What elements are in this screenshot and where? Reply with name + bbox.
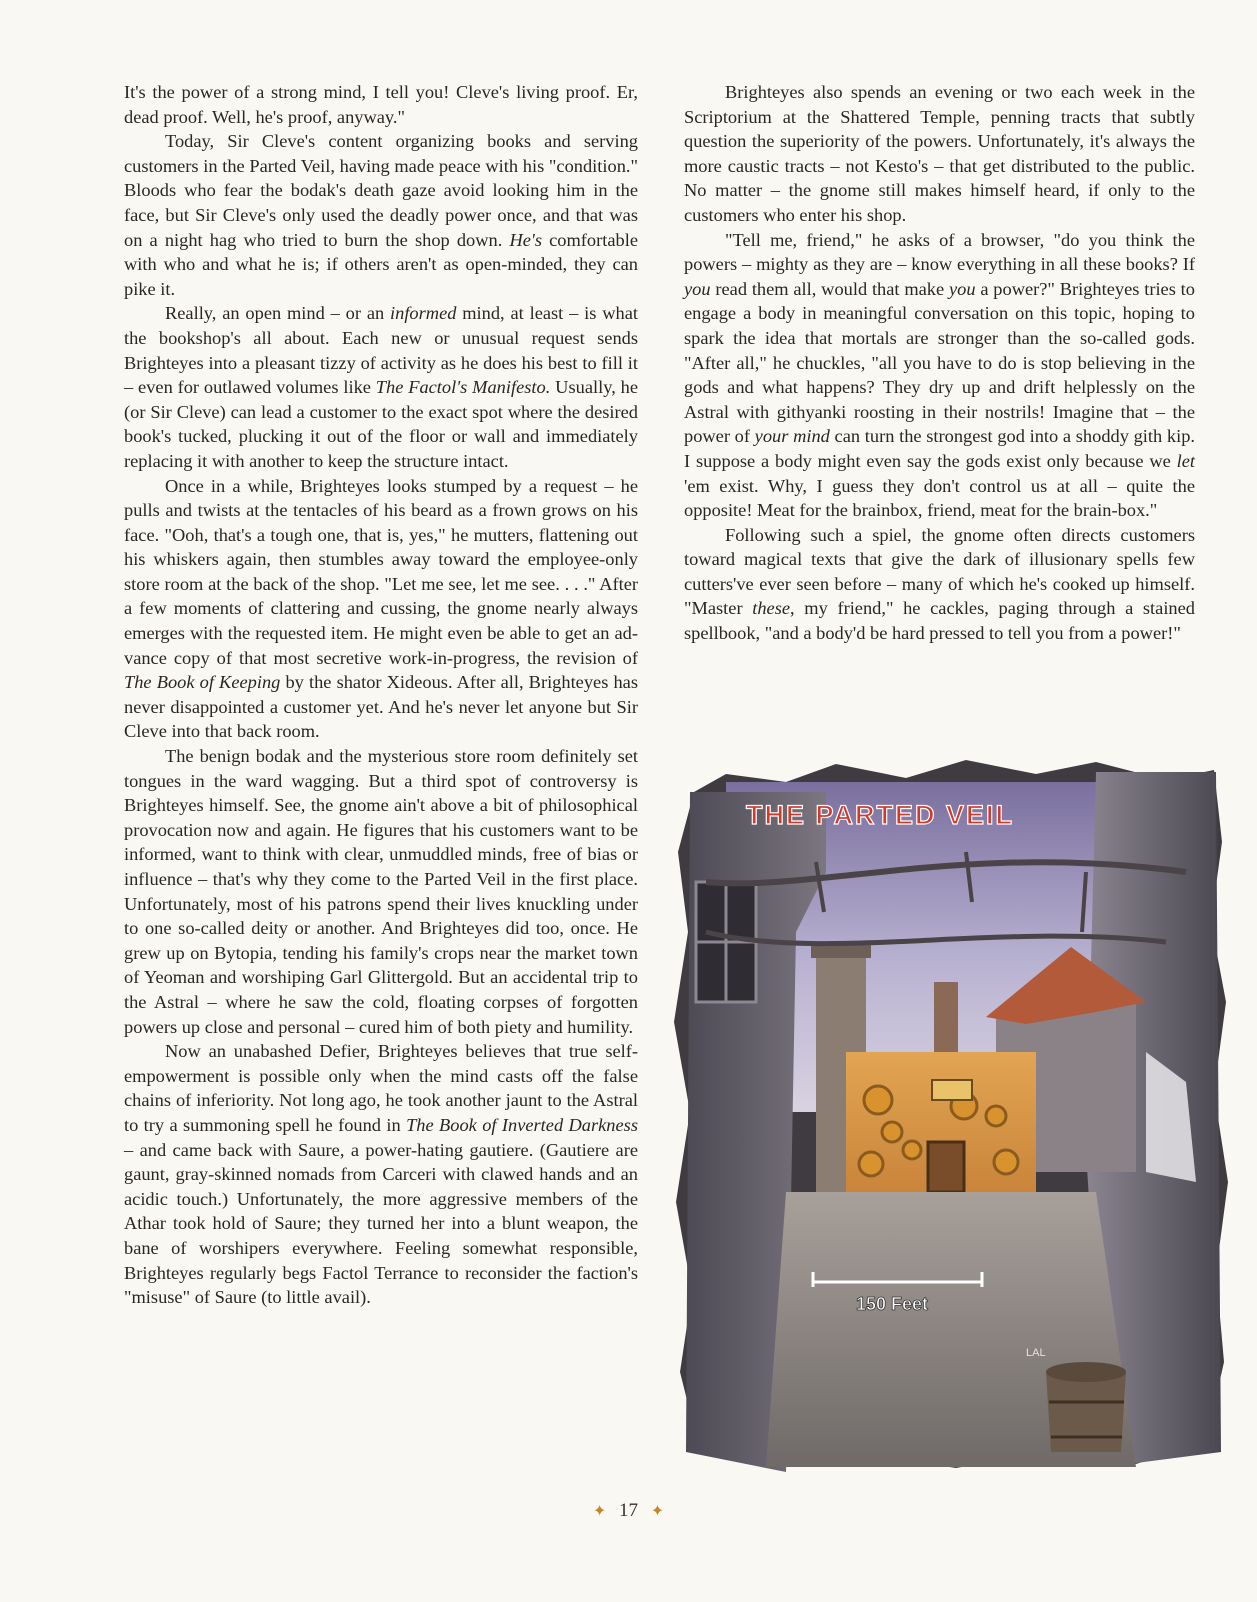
paragraph xyxy=(124,744,638,1039)
italic-text: you xyxy=(948,278,976,299)
parted-veil-illustration xyxy=(666,752,1231,1477)
page-number xyxy=(0,1500,1257,1522)
italic-text: The Book of Keeping xyxy=(124,672,281,693)
text-run: by the shator Xideous. After all, Brighteyes has never disappointed a customer yet. And he's never let anyone but Sir Cleve into that back room. xyxy=(124,672,638,742)
text-run: "Tell me, friend," he asks of a browser, "do you think the powers – mighty as they are – know everything in all these books? If xyxy=(684,229,1195,275)
text-run: Usually, he (or Sir Cleve) can lead a customer to the exact spot where the desired book's tucked, plucking it out of the floor or wall and immediately replacing it with another to keep the structure intact. xyxy=(124,377,639,471)
italic-text: your mind xyxy=(754,426,830,447)
barrel xyxy=(1046,1362,1126,1452)
italic-text: you xyxy=(684,278,711,299)
page-number-text: 17 xyxy=(619,1500,638,1521)
paragraph xyxy=(124,1039,638,1310)
text-run: read them all, would that make xyxy=(710,278,949,299)
text-run: It's the power of a strong mind, I tell you! Cleve's living proof. Er, dead proof. Well, he's proof, anyway." xyxy=(124,82,638,127)
shop-sign xyxy=(932,1080,972,1100)
text-run: Following such a spiel, the gnome often directs customers toward magical texts that give the dark of illusionary spells few cutters've ever seen before – many of which he's cooked up himself. "Master xyxy=(684,524,1195,619)
paragraph xyxy=(124,301,638,473)
paragraph xyxy=(124,474,638,745)
text-run: mind, at least – is what the bookshop's all about. Each new or unusual request sends Brighteyes into a pleasant tizzy of activity as he does his best to fill it – even for outlawed volumes like xyxy=(124,303,638,398)
text-run: – and came back with Saure, a power-hating gautiere. (Gautiere are gaunt, gray-skinned nomads from Carceri with clawed hands and an acidic touch.) Unfortunately, the more aggressive members of the Athar took hold of Saure; they turned her into a blunt weapon, the bane of worshipers everywhere. Feeling somewhat responsible, Brighteyes regularly begs Factol Terrance to reconsider the faction's "misuse" of Saure (to little avail). xyxy=(124,1139,638,1308)
text-run: , my friend," he cackles, paging through a stained spellbook, "and a body'd be hard pressed to tell you from a power!" xyxy=(684,598,1195,644)
italic-text: let xyxy=(1176,450,1195,471)
italic-text: The Book of Inverted Darkness xyxy=(406,1114,638,1135)
text-run: Today, Sir Cleve's content organizing books and serving customers in the Parted Veil, having made peace with his "condition." Bloods who fear the bodak's death gaze avoid looking him in the face, but Sir Cleve's only used the deadly power once, and that was on a night hag who tried to burn the shop down. xyxy=(124,131,638,250)
italic-text: informed xyxy=(390,303,457,324)
paragraph xyxy=(684,228,1195,523)
paragraph xyxy=(124,129,638,301)
text-run: comfortable with who and what he is; if others aren't as open-minded, they can pike it. xyxy=(124,229,638,299)
text-run: Brighteyes also spends an evening or two each week in the Scriptorium at the Shattered Temple, penning tracts that subtly question the superiority of the powers. Unfortunately, it's always the more caustic tracts – not Kesto's – that get distributed to the public. No matter – the gnome still makes himself heard, if only to the customers who enter his shop. xyxy=(684,82,1195,225)
illustration-title: THE PARTED VEIL xyxy=(746,800,1015,830)
text-run: Really, an open mind – or an xyxy=(165,303,391,324)
left-column xyxy=(124,80,638,1310)
artist-signature: LAL xyxy=(1026,1347,1046,1359)
text-run: can turn the strongest god into a shoddy gith kip. I suppose a body might even say the gods exist only because we xyxy=(684,426,1195,471)
ornament-left-icon: ✦ xyxy=(592,1503,607,1520)
text-run: 'em exist. Why, I guess they don't control us at all – quite the opposite! Meat for the brainbox, friend, meat for the brain-box." xyxy=(684,475,1195,521)
text-run: a power?" Brighteyes tries to engage a body in meaningful conversation on this topic, hoping to spark the idea that mortals are stronger than the so-called gods. "After all," he chuckles, "all you have to do is stop believing in the gods and what happens? They dry up and drift helplessly on the Astral with githyanki roosting in their nostrils! Imagine that – the power of xyxy=(684,278,1195,447)
shop-door xyxy=(928,1142,964,1192)
ornament-right-icon: ✦ xyxy=(650,1503,665,1520)
italic-text: these xyxy=(752,598,791,619)
right-column xyxy=(684,80,1195,646)
scale-label: 150 Feet xyxy=(856,1294,929,1314)
paragraph xyxy=(684,80,1195,228)
text-run: Now an unabashed Defier, Brighteyes believes that true self-empowerment is possible only when the mind casts off the false chains of inferiority. Not long ago, he took another jaunt to the Astral to try a summoning spell he found in xyxy=(124,1041,638,1135)
paragraph xyxy=(684,523,1195,646)
text-run: Once in a while, Brighteyes looks stumped by a request – he pulls and twists at the tentacles of his beard as a frown grows on his face. "Ooh, that's a tough one, that is, yes," he mutters, flattening out his whiskers again, then stumbles away toward the employee-only store room at the back of the shop. "Let me see, let me see. . . ." After a few moments of clattering and cussing, the gnome nearly always emerges with the requested item. He might even be able to get an advance copy of that most secretive work-in-progress, the revision of xyxy=(124,475,638,668)
paragraph xyxy=(124,80,638,129)
italic-text: The Factol's Manifesto. xyxy=(375,377,551,398)
italic-text: He's xyxy=(509,229,542,250)
text-run: The benign bodak and the mysterious store room definitely set tongues in the ward wagging. But a third spot of controversy is Brighteyes himself. See, the gnome ain't above a bit of philosophical provocation now and again. He figures that his customers want to be informed, want to think with clear, unmuddled minds, free of bias or influence – that's why they come to the Parted Veil in the first place. Unfortunately, most of his patrons spend their lives knuckling under to one so-called deity or another. And Brighteyes did too, once. He grew up on Bytopia, tending his family's crops near the market town of Yeoman and worshiping Garl Glittergold. But an accidental trip to the Astral – where he saw the cold, floating corpses of forgotten powers up close and personal – cured him of both piety and humility. xyxy=(124,746,638,1037)
